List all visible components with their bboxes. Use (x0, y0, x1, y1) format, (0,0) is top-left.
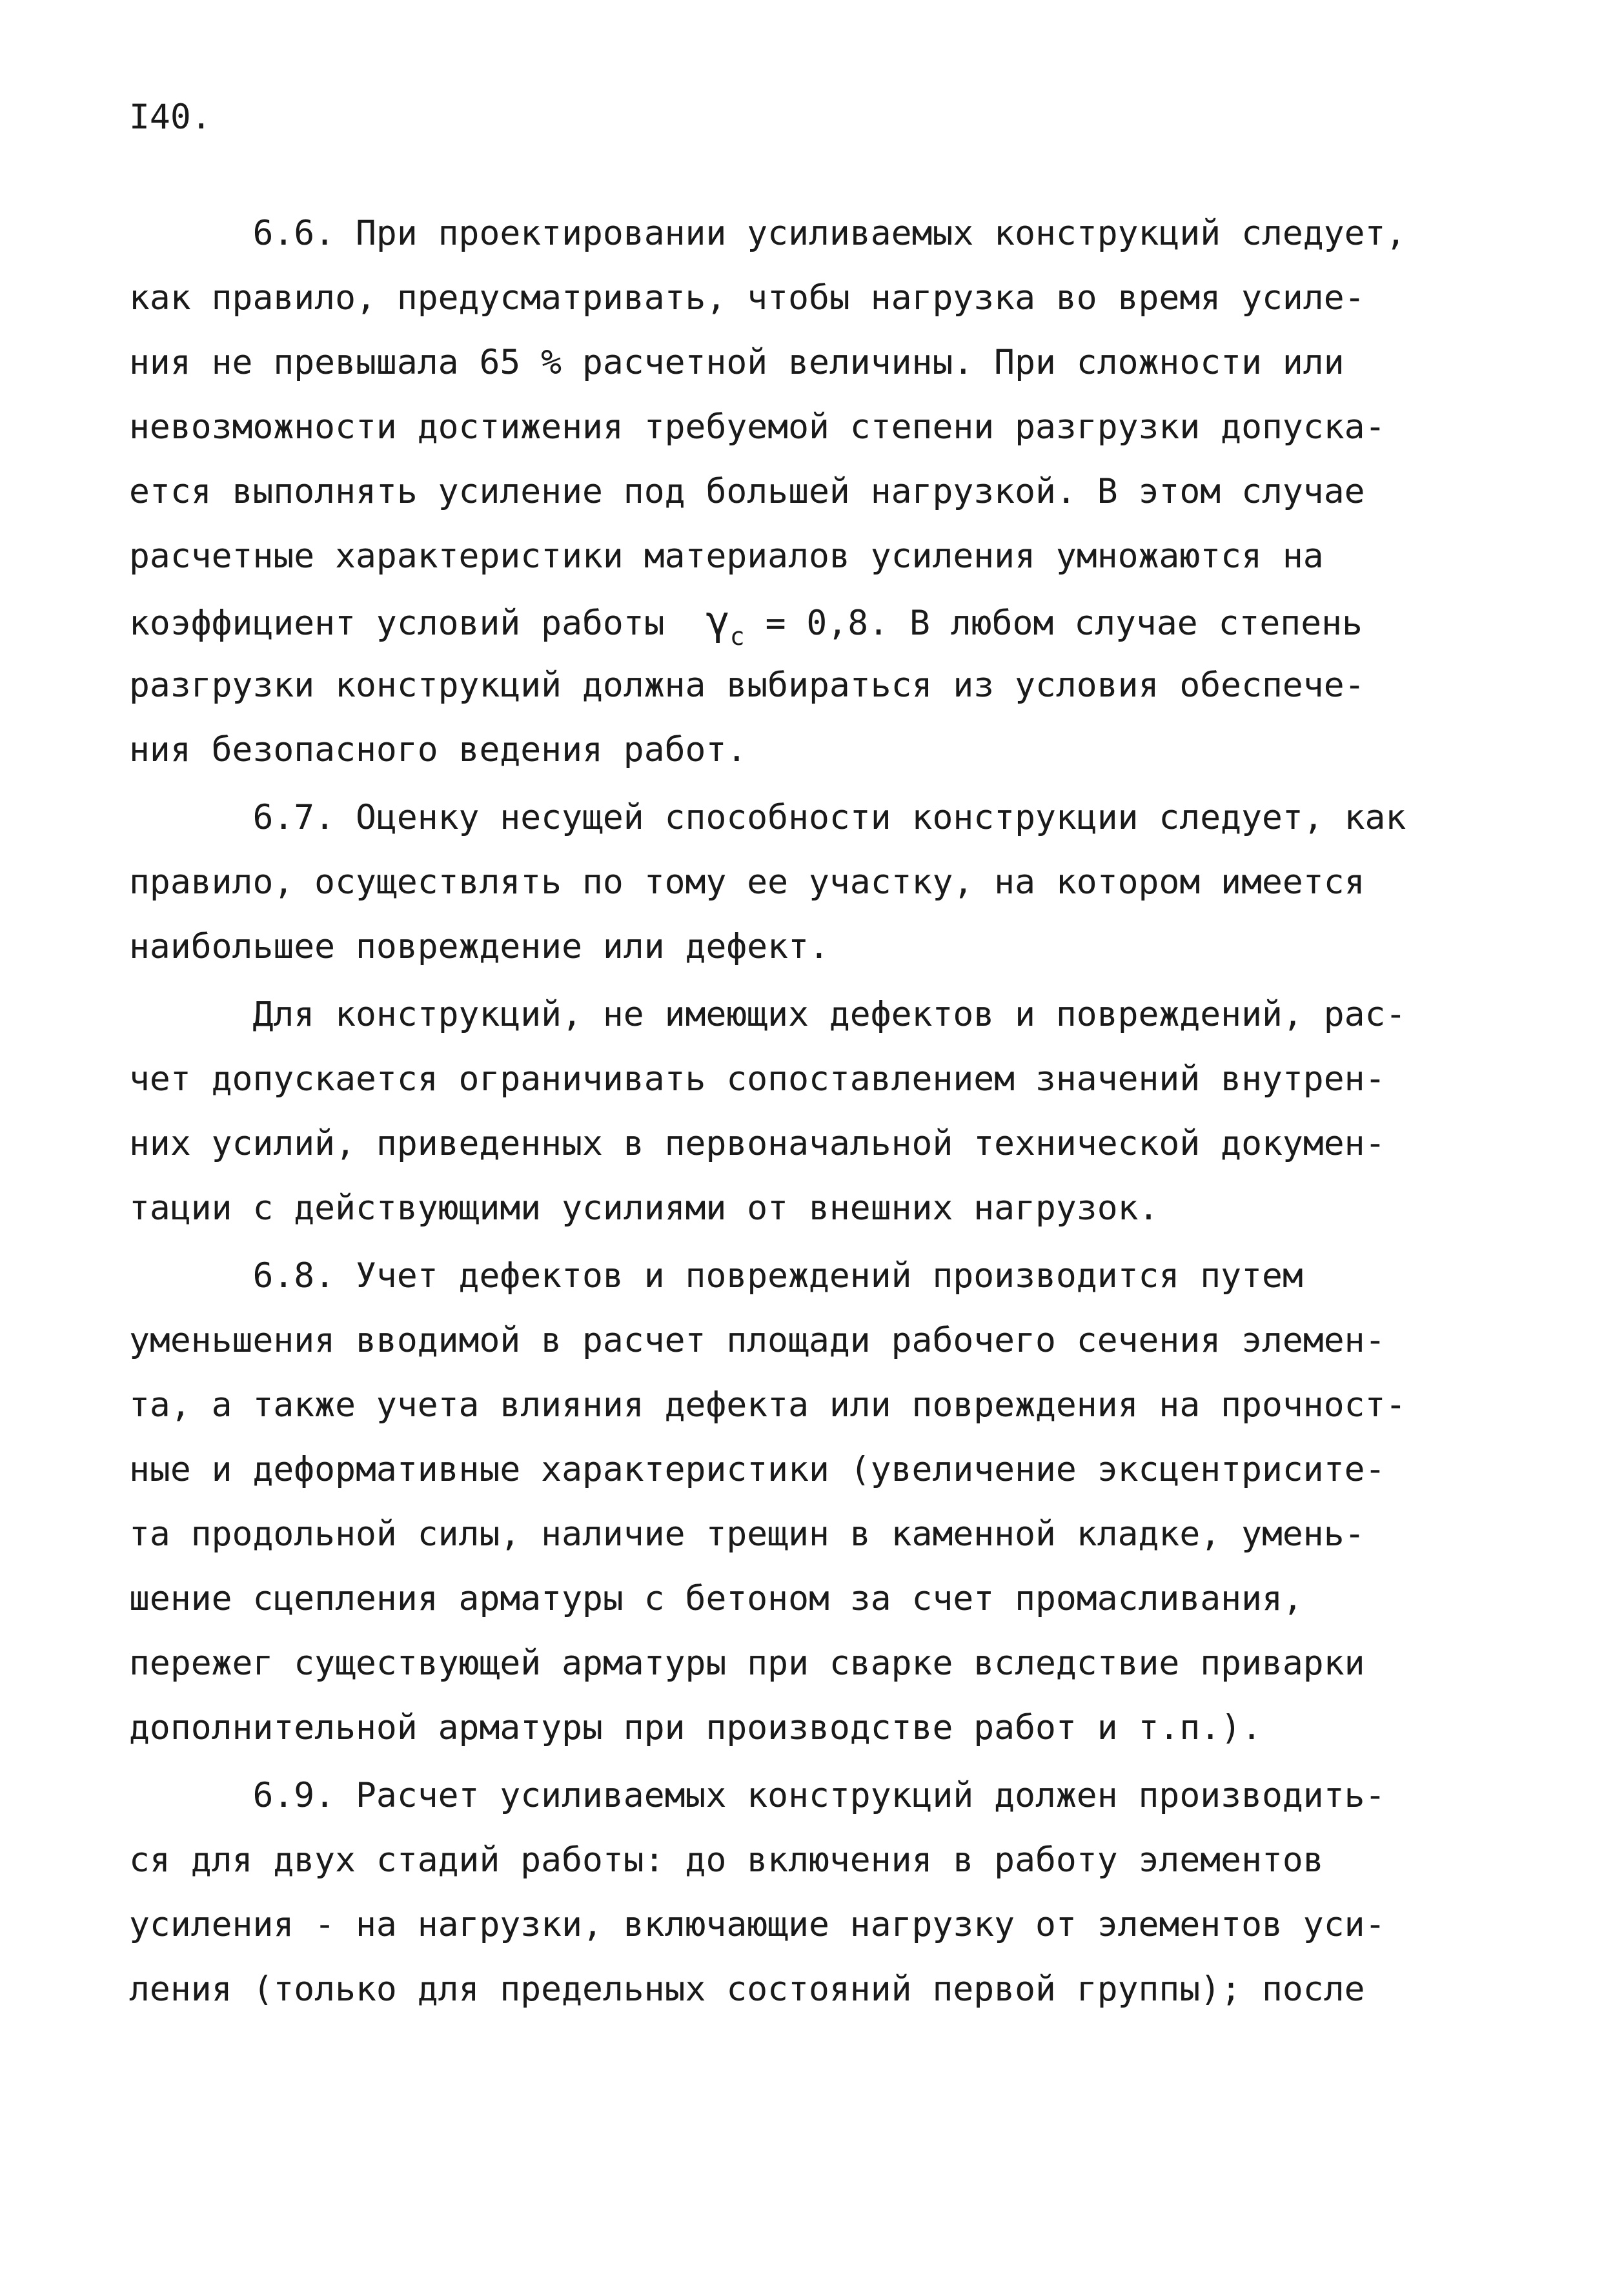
text-line-22: шение сцепления арматуры с бетоном за счет промасливания, (129, 1579, 1303, 1618)
text-line-21: та продольной силы, наличие трещин в каменной кладке, умень- (129, 1514, 1365, 1554)
text-line-24: дополнительной арматуры при производстве работ и т.п.). (129, 1708, 1262, 1747)
gamma-symbol: γ (705, 597, 730, 644)
page-number: I40. (129, 97, 212, 137)
text-line-4: невозможности достижения требуемой степени разгрузки допуска- (129, 407, 1386, 447)
gamma-subscript: c (729, 622, 745, 651)
text-line-10: 6.7. Оценку несущей способности конструкции следует, как (129, 798, 1406, 837)
text-line-8: разгрузки конструкций должна выбираться из условия обеспече- (129, 666, 1365, 705)
formula-before: коэффициент условий работы (129, 604, 706, 643)
text-line-17: 6.8. Учет дефектов и повреждений производится путем (129, 1256, 1303, 1296)
text-line-2: как правило, предусматривать, чтобы нагрузка во время усиле- (129, 278, 1365, 318)
text-line-16: тации с действующими усилиями от внешних нагрузок. (129, 1188, 1159, 1228)
text-line-formula (129, 597, 1363, 651)
text-line-11: правило, осуществлять по тому ее участку, на котором имеется (129, 862, 1365, 902)
formula-after: = 0,8. В любом случае степень (744, 604, 1363, 643)
text-line-3: ния не превышала 65 % расчетной величины. При сложности или (129, 343, 1345, 382)
text-line-23: пережег существующей арматуры при сварке вследствие приварки (129, 1644, 1365, 1683)
text-line-28: ления (только для предельных состояний первой группы); после (129, 1970, 1365, 2009)
text-line-14: чет допускается ограничивать сопоставлением значений внутрен- (129, 1059, 1386, 1099)
text-line-6: расчетные характеристики материалов усиления умножаются на (129, 536, 1324, 576)
text-line-15: них усилий, приведенных в первоначальной технической докумен- (129, 1124, 1386, 1163)
text-line-19: та, а также учета влияния дефекта или повреждения на прочност- (129, 1385, 1406, 1425)
text-line-1: 6.6. При проектировании усиливаемых конструкций следует, (129, 214, 1406, 253)
text-line-27: усиления - на нагрузки, включающие нагрузку от элементов уси- (129, 1905, 1386, 1944)
text-line-5: ется выполнять усиление под большей нагрузкой. В этом случае (129, 472, 1365, 511)
text-line-20: ные и деформативные характеристики (увеличение эксцентриcите- (129, 1450, 1386, 1489)
text-line-12: наибольшее повреждение или дефект. (129, 927, 829, 966)
text-line-26: ся для двух стадий работы: до включения в работу элементов (129, 1840, 1324, 1880)
text-line-25: 6.9. Расчет усиливаемых конструкций должен производить- (129, 1776, 1386, 1815)
text-line-18: уменьшения вводимой в расчет площади рабочего сечения элемен- (129, 1321, 1386, 1360)
text-line-9: ния безопасного ведения работ. (129, 730, 747, 769)
text-line-13: Для конструкций, не имеющих дефектов и повреждений, рас- (129, 995, 1406, 1034)
